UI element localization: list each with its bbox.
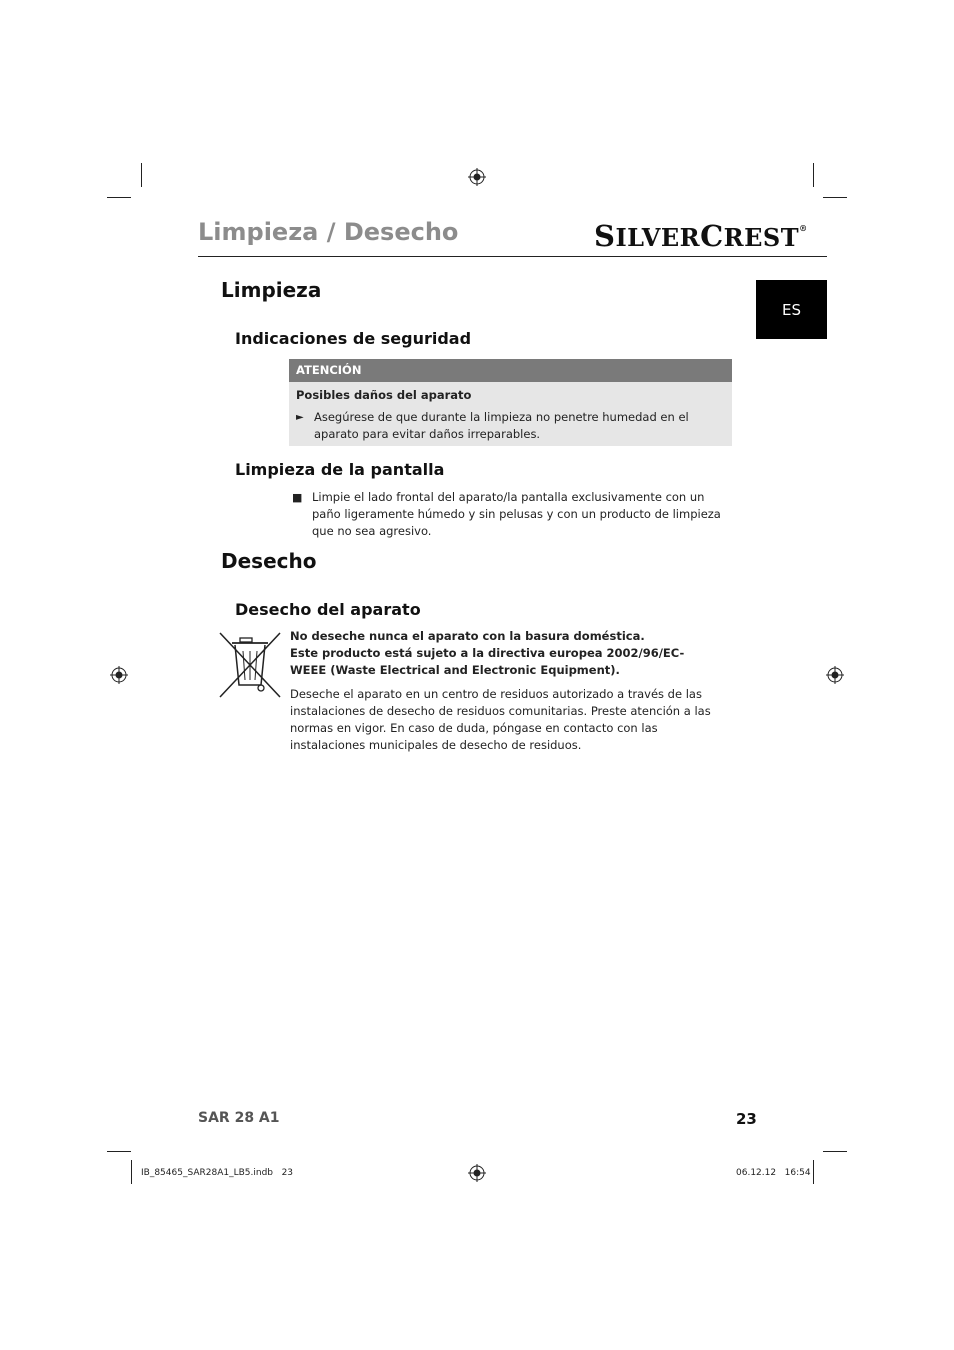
brand-logo xyxy=(594,219,808,253)
section-title-limpieza: Limpieza xyxy=(221,278,322,302)
registration-mark-icon xyxy=(468,1164,486,1182)
heading-screen-cleaning: Limpieza de la pantalla xyxy=(235,460,445,479)
screen-cleaning-text: Limpie el lado frontal del aparato/la pantalla exclusivamente con un paño ligeramente húmedo y sin pelusas y con un producto de limpieza que no sea agresivo. xyxy=(312,490,721,538)
footer-model: SAR 28 A1 xyxy=(198,1110,280,1126)
warning-text: Asegúrese de que durante la limpieza no penetre humedad en el aparato para evitar daños irreparables. xyxy=(314,410,689,441)
heading-device-disposal: Desecho del aparato xyxy=(235,600,421,619)
brand-registered-mark: ® xyxy=(799,223,808,233)
warning-label: ATENCIÓN xyxy=(296,363,362,377)
crop-mark-bottom-right-h xyxy=(823,1151,847,1152)
brand-initial-s: S xyxy=(594,219,616,253)
registration-mark-icon xyxy=(826,666,844,684)
title-rule xyxy=(198,256,827,257)
crossed-out-wheelie-bin-icon xyxy=(218,631,282,699)
square-bullet-icon: ■ xyxy=(292,491,303,504)
heading-safety: Indicaciones de seguridad xyxy=(235,329,472,348)
warning-subtitle: Posibles daños del aparato xyxy=(296,388,472,402)
crop-mark-top-left-v xyxy=(141,163,142,187)
warning-header xyxy=(289,359,732,382)
warning-bullet-icon: ► xyxy=(296,412,304,423)
crop-mark-bottom-left-h xyxy=(107,1151,131,1152)
brand-initial-c: C xyxy=(700,219,724,253)
page-title: Limpieza / Desecho xyxy=(198,218,459,246)
brand-rest-1: ILVER xyxy=(615,223,701,252)
brand-rest-2: REST xyxy=(723,223,800,252)
crop-mark-bottom-right-v xyxy=(813,1160,814,1184)
print-slug-date: 06.12.12 16:54 xyxy=(736,1168,811,1178)
print-slug-file: IB_85465_SAR28A1_LB5.indb 23 xyxy=(141,1168,294,1178)
language-tab-label: ES xyxy=(782,300,801,319)
crop-mark-top-right-h xyxy=(823,197,847,198)
section-title-desecho: Desecho xyxy=(221,549,317,573)
disposal-body: Deseche el aparato en un centro de residuos autorizado a través de las instalaciones de desecho de residuos comunitarias. Preste atención a las normas en vigor. En caso de duda, póngase en contacto con las instalaciones municipales de desecho de residuos. xyxy=(290,687,711,752)
registration-mark-icon xyxy=(110,666,128,684)
language-tab xyxy=(756,280,827,339)
crop-mark-bottom-left-v xyxy=(131,1160,132,1184)
crop-mark-top-left-h xyxy=(107,197,131,198)
crop-mark-top-right-v xyxy=(813,163,814,187)
registration-mark-icon xyxy=(468,168,486,186)
footer-page-number: 23 xyxy=(736,1110,757,1128)
disposal-bold-line-2: Este producto está sujeto a la directiva europea 2002/96/EC-WEEE (Waste Electrical and Electronic Equipment). xyxy=(290,646,685,677)
disposal-bold-line-1: No deseche nunca el aparato con la basura doméstica. xyxy=(290,629,645,643)
